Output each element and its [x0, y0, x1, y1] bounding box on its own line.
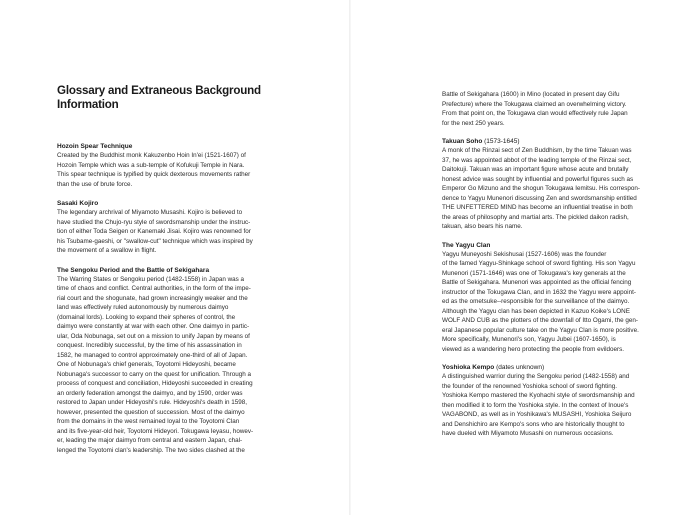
glossary-entry	[57, 142, 340, 189]
entry-heading-text: The Sengoku Period and the Battle of Sekigahara	[57, 266, 210, 274]
entry-heading-text: Takuan Soho	[442, 138, 483, 145]
entry-body	[57, 208, 340, 256]
entry-heading-text: Sasaki Kojiro	[57, 200, 99, 207]
entry-heading	[442, 241, 690, 250]
text-line: dence to Yagyu Munenori discussing Zen and swordsmanship entitled	[442, 194, 637, 202]
entry-body	[57, 275, 340, 456]
text-line: More specifically, Munenori's son, Yagyu Jubei (1607-1650), is	[442, 336, 616, 343]
text-line: Nobunaga's successor to carry on the quest for unification. Through a	[57, 370, 251, 378]
entry-heading	[57, 199, 340, 208]
text-line: process of conquest and conciliation, Hideyoshi succeeded in creating	[57, 380, 253, 387]
text-line: Yagyu Muneyoshi Sekishusai (1527-1606) was the founder	[442, 250, 607, 258]
entry-body	[442, 250, 690, 355]
page-title	[57, 84, 340, 111]
text-line: Prefecture) where the Tokugawa claimed an overwhelming victory.	[442, 100, 627, 108]
left-glossary-entries	[57, 142, 340, 455]
text-line: his Tsubame-gaeshi, or "swallow-cut" technique which was inspired by	[57, 237, 253, 245]
text-line: A monk of the Rinzai sect of Zen Buddhism, by the time Takuan was	[442, 147, 632, 154]
text-line: and its five-year-old heir, Toyotomi Hideyori. Tokugawa Ieyasu, howev-	[57, 427, 254, 435]
glossary-entry	[57, 199, 340, 256]
continuation-text	[442, 90, 690, 128]
text-line: This spear technique is typified by quick dexterous movements rather	[57, 171, 251, 178]
text-line: Battle of Sekigahara (1600) in Mino (located in present day Gifu	[442, 91, 620, 98]
entry-heading	[57, 266, 340, 275]
text-line: Although the Yagyu clan has been depicted in Kazuo Koike's LONE	[442, 307, 630, 315]
continuation-paragraph	[442, 90, 690, 128]
text-line: an orderly federation amongst the daimyo, and by 1590, order was	[57, 389, 243, 397]
text-line: Battle of Sekigahara. Munenori was appointed as the official fencing	[442, 279, 632, 286]
right-page	[350, 0, 700, 515]
glossary-entry	[57, 266, 340, 456]
entry-heading	[442, 137, 690, 146]
text-line: The legendary archrival of Miyamoto Musashi. Kojiro is believed to	[57, 209, 243, 216]
text-line: land was effectively ruled autonomously by numerous daimyo	[57, 304, 229, 311]
text-line: Yoshioka Kempo mastered the Kyohachi style of swordsmanship and	[442, 392, 635, 399]
text-line: have studied the Chujo-ryu style of swordsmanship under the instruc-	[57, 218, 251, 226]
title-line: Information	[57, 97, 119, 111]
glossary-entry	[442, 137, 690, 232]
text-line: The Warring States or Sengoku period (1482-1558) in Japan was a	[57, 275, 245, 283]
glossary-entry	[442, 363, 690, 439]
text-line: and Denshichiro are Kempo's sons who are historically thought to	[442, 420, 625, 428]
entry-body	[442, 146, 690, 232]
entry-heading-dates: (1573-1645)	[482, 138, 520, 145]
text-line: restored to Japan under Hideyoshi's rule. Hideyoshi's death in 1598,	[57, 399, 248, 406]
text-line: 1582, he managed to control approximately one-third of all of Japan.	[57, 351, 248, 359]
entry-heading-text: Hozoin Spear Technique	[57, 143, 133, 150]
text-line: instructor of the Tokugawa Clan, and in 1632 the Yagyu were appoint-	[442, 288, 636, 296]
text-line: the founder of the renowned Yoshioka school of sword fighting.	[442, 382, 618, 390]
text-line: of the famed Yagyu-Shinkage school of sword fighting. His son Yagyu	[442, 260, 636, 267]
text-line: er, leading the major daimyo from central and eastern Japan, chal-	[57, 437, 243, 444]
entry-body	[57, 151, 340, 189]
text-line: Munenori (1571-1646) was one of Tokugawa's key generals at the	[442, 269, 626, 277]
text-line: however, presented the question of succession. Most of the daimyo	[57, 408, 245, 416]
right-glossary-entries	[442, 137, 690, 439]
text-line: daimyo were constantly at war with each other. One daimyo in partic-	[57, 323, 250, 330]
text-line: ular, Oda Nobunaga, set out on a mission to unify Japan by means of	[57, 332, 250, 340]
text-line: honest advice was sought by influential and powerful figures such as	[442, 175, 634, 183]
text-line: the movement of a swallow in flight.	[57, 247, 157, 254]
text-line: A distinguished warrior during the Sengoku period (1482-1558) and	[442, 373, 630, 380]
text-line: Created by the Buddhist monk Kakuzenbo Hoin In'ei (1521-1607) of	[57, 152, 246, 159]
entry-heading	[442, 363, 690, 372]
entry-body	[442, 372, 690, 439]
text-line: THE UNFETTERED MIND has become an influential treatise in both	[442, 204, 633, 211]
text-line: One of Nobunaga's chief generals, Toyotomi Hideyoshi, became	[57, 361, 236, 368]
text-line: than the use of brute force.	[57, 180, 133, 188]
entry-heading	[57, 142, 340, 151]
text-line: the areas of philosophy and martial arts. The pickled daikon radish,	[442, 213, 629, 221]
text-line: takuan, also bears his name.	[442, 223, 523, 230]
text-line: WOLF AND CUB as the plotters of the downfall of Itto Ogami, the gen-	[442, 317, 638, 324]
text-line: then modified it to form the Yoshioka style. In the context of Inoue's	[442, 401, 629, 409]
text-line: from the domains in the west remained loyal to the Toyotomi Clan	[57, 418, 240, 425]
text-line: Daitokuji. Takuan was an important figure whose acute and brutally	[442, 166, 629, 173]
entry-heading-text: Yoshioka Kempo	[442, 364, 495, 371]
text-line: lenged the Toyotomi clan's leadership. The two sides clashed at the	[57, 446, 245, 454]
text-line: for the next 250 years.	[442, 119, 505, 127]
glossary-entry	[442, 241, 690, 355]
entry-heading-text: The Yagyu Clan	[442, 241, 491, 249]
text-line: conquest. Incredibly successful, by the time of his assassination in	[57, 342, 242, 349]
text-line: ed as the ometsuke--responsible for the surveillance of the daimyo.	[442, 298, 630, 305]
text-line: viewed as a wandering hero protecting the people from evildoers.	[442, 345, 625, 353]
entry-heading-dates: (dates unknown)	[494, 364, 545, 371]
text-line: eral Japanese popular culture take on the Yagyu Clan is more positive.	[442, 326, 639, 334]
title-line: Glossary and Extraneous Background	[57, 84, 261, 97]
text-line: have dueled with Miyamoto Musashi on numerous occasions.	[442, 430, 614, 437]
text-line: rial court and the shogunate, had grown increasingly weaker and the	[57, 294, 248, 302]
text-line: 37, he was appointed abbot of the leading temple of the Rinzai sect,	[442, 156, 632, 164]
text-line: VAGABOND, as well as in Yoshikawa's MUSASHI, Yoshioka Seijuro	[442, 411, 632, 418]
text-line: tion of either Toda Seigen or Kanemaki Jisai. Kojiro was renowned for	[57, 228, 251, 235]
text-line: time of chaos and conflict. Central authorities, in the form of the impe-	[57, 285, 251, 292]
text-line: (domainal lords). Looking to expand their spheres of control, the	[57, 313, 236, 321]
text-line: Emperor Go Mizuno and the shogun Tokugawa Iemitsu. His correspon-	[442, 185, 640, 192]
text-line: Hozoin Temple which was a sub-temple of Kofukuji Temple in Nara.	[57, 161, 245, 169]
text-line: From that point on, the Tokugawa clan would effectively rule Japan	[442, 110, 628, 117]
